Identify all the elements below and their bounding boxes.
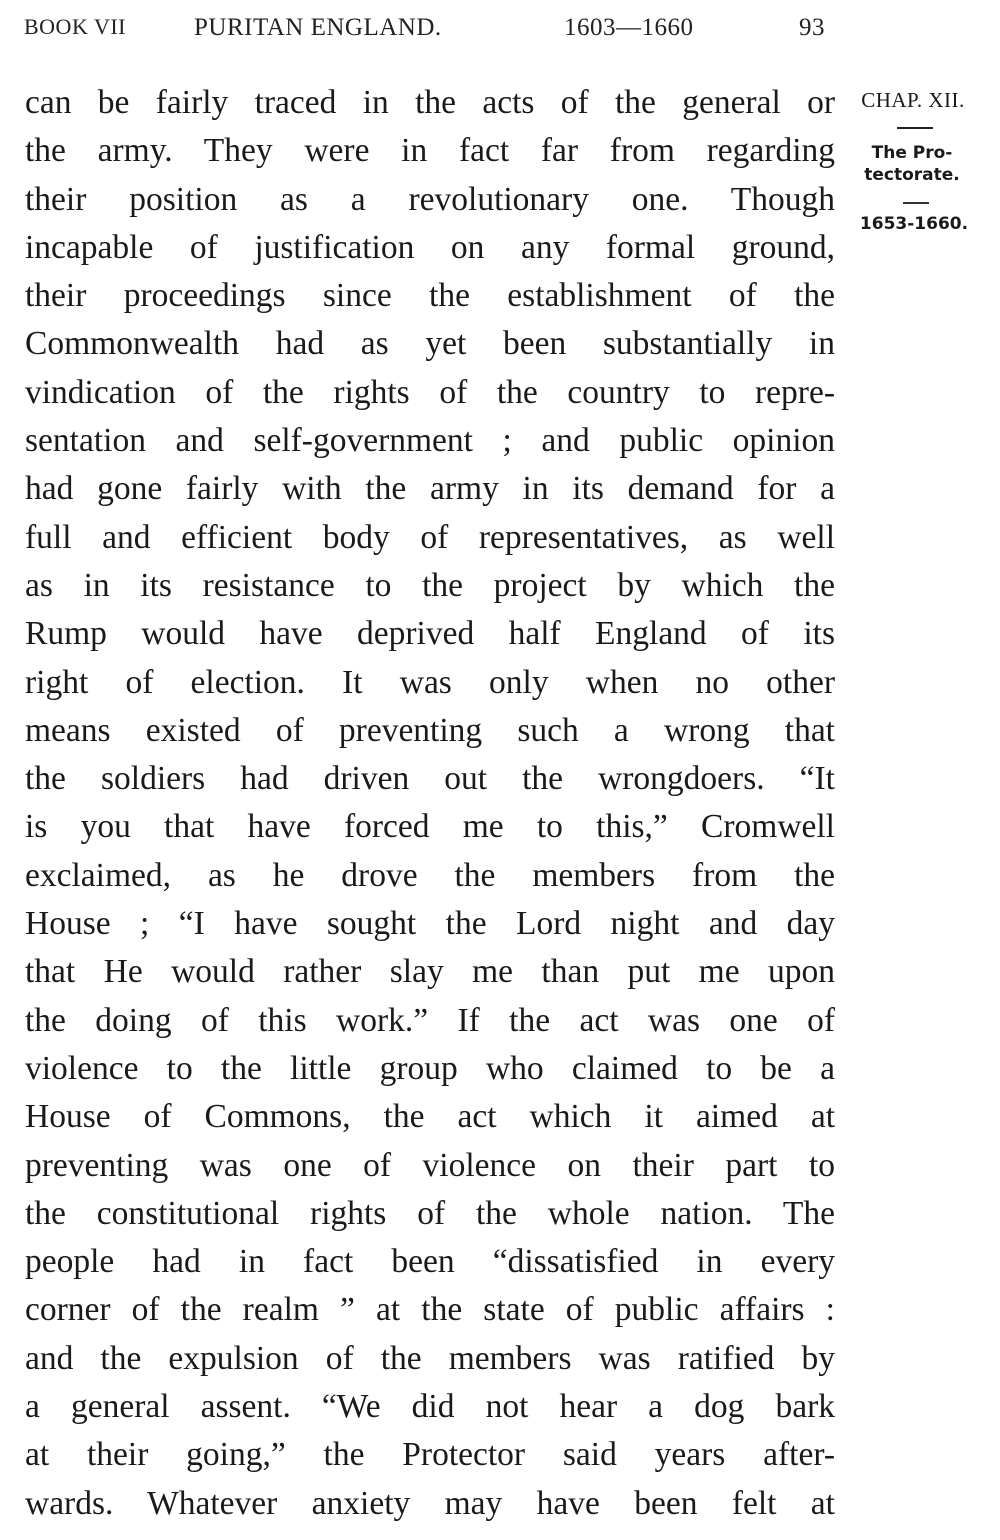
text-line: the doing of this work.” If the act was one of xyxy=(25,1001,835,1039)
text-line: incapable of justification on any formal ground, xyxy=(25,228,835,266)
text-line: their proceedings since the establishment of the xyxy=(25,277,835,315)
text-line: the constitutional rights of the whole nation. The xyxy=(25,1194,835,1232)
text-line: sentation and self-government ; and public opinion xyxy=(25,422,835,460)
text-line: their position as a revolutionary one. Though xyxy=(25,180,835,218)
text-line: had gone fairly with the army in its demand for a xyxy=(25,470,835,508)
text-line: a general assent. “We did not hear a dog bark xyxy=(25,1388,835,1426)
text-line: exclaimed, as he drove the members from the xyxy=(25,856,835,894)
text-line: full and efficient body of representatives, as well xyxy=(25,518,835,556)
margin-section-line: tectorate. xyxy=(864,165,960,185)
text-line: is you that have forced me to this,” Cromwell xyxy=(25,808,835,846)
text-line: House ; “I have sought the Lord night and day xyxy=(25,905,835,943)
text-line: can be fairly traced in the acts of the general or xyxy=(25,84,835,121)
book-label: BOOK VII xyxy=(24,14,126,39)
running-title: PURITAN ENGLAND. xyxy=(194,14,442,41)
text-line: people had in fact been “dissatisfied in every xyxy=(25,1243,835,1281)
running-head xyxy=(24,14,834,48)
text-line: corner of the realm ” at the state of public affairs : xyxy=(25,1291,835,1329)
text-line: as in its resistance to the project by which the xyxy=(25,566,835,604)
text-line: Rump would have deprived half England of its xyxy=(25,615,835,653)
text-line: vindication of the rights of the country to repre- xyxy=(25,373,835,411)
body-text xyxy=(25,79,835,1528)
text-line: at their going,” the Protector said years after- xyxy=(25,1436,835,1474)
text-line: means existed of preventing such a wrong that xyxy=(25,711,835,749)
running-years: 1603—1660 xyxy=(564,14,694,41)
margin-rule xyxy=(897,127,933,129)
text-line: that He would rather slay me than put me upon xyxy=(25,953,835,991)
margin-section-line: The Pro- xyxy=(871,143,953,163)
margin-chapter: CHAP. XII. xyxy=(861,88,965,112)
text-line: preventing was one of violence on their part to xyxy=(25,1146,835,1184)
margin-section xyxy=(852,142,972,186)
text-line: and the expulsion of the members was ratified by xyxy=(25,1339,835,1377)
text-line: wards. Whatever anxiety may have been felt at xyxy=(25,1484,835,1522)
text-line: right of election. It was only when no other xyxy=(25,663,835,701)
margin-rule xyxy=(903,202,929,204)
text-line: House of Commons, the act which it aimed at xyxy=(25,1098,835,1136)
text-line: the soldiers had driven out the wrongdoers. “It xyxy=(25,760,835,798)
text-line: Commonwealth had as yet been substantially in xyxy=(25,325,835,363)
text-line: violence to the little group who claimed to be a xyxy=(25,1049,835,1087)
margin-years: 1653-1660. xyxy=(859,214,969,234)
text-line: the army. They were in fact far from regarding xyxy=(25,132,835,170)
page-number: 93 xyxy=(799,14,825,41)
